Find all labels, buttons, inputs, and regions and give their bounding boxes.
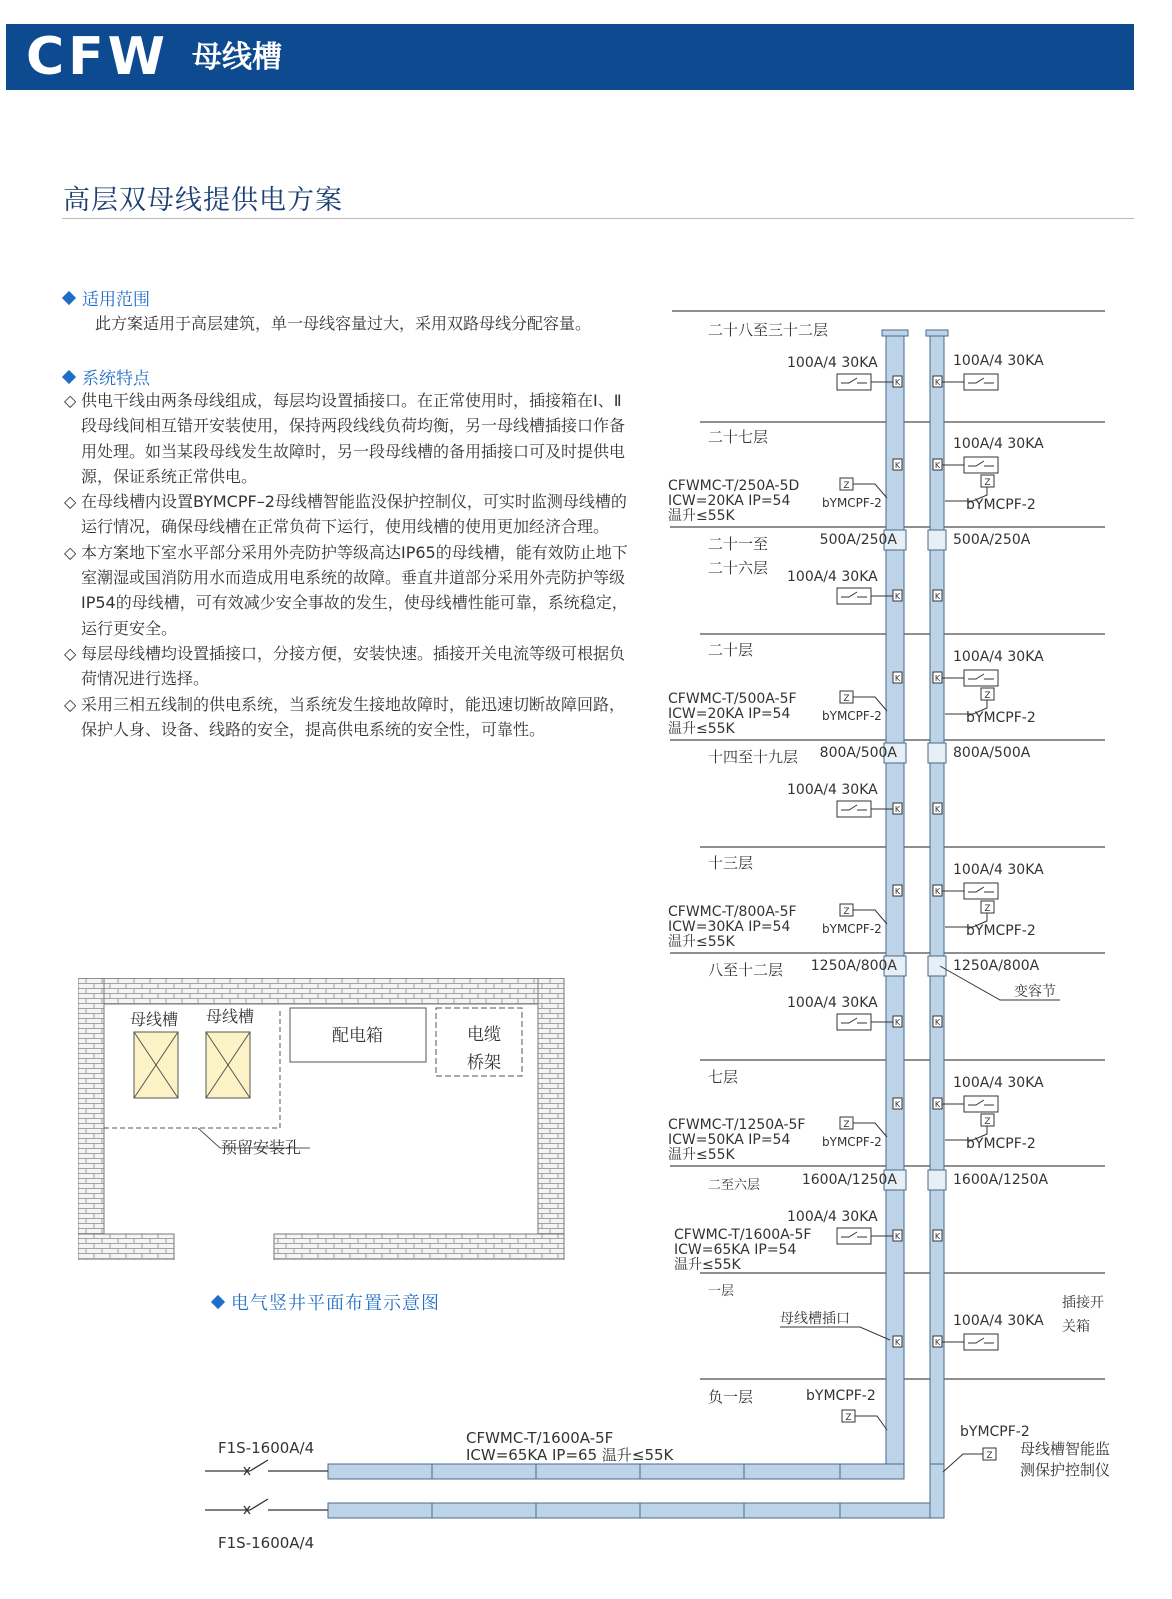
reducer-joint-icon (928, 743, 946, 763)
plug-switch-box-right (964, 457, 998, 473)
plug-port-mark: K (934, 1018, 941, 1027)
floor-label: 七层 (708, 1068, 739, 1086)
busbar-spec-temp: 温升≤55K (674, 1257, 741, 1273)
plug-port-mark: K (934, 1100, 941, 1109)
reducer-rating-left: 500A/250A (819, 532, 897, 548)
monitor-z-mark: Z (984, 1117, 991, 1127)
reducer-rating-right: 500A/250A (953, 532, 1031, 548)
monitor-z-mark: Z (986, 1451, 993, 1461)
plug-port-mark: K (894, 1338, 901, 1347)
switch-rating-left: 100A/4 30KA (787, 782, 878, 798)
monitor-z-mark: Z (843, 1120, 850, 1130)
busbar-riser-1 (886, 334, 904, 1464)
plug-switch-box-left (837, 801, 871, 817)
busbar-label-2: 母线槽 (206, 1007, 255, 1026)
plug-switch-label: 关箱 (1062, 1319, 1090, 1335)
riser-1-cap (882, 330, 908, 336)
monitor-label-right: bYMCPF-2 (966, 497, 1036, 513)
breakers (205, 1460, 328, 1514)
reducer-rating-left: 1600A/1250A (801, 1172, 897, 1188)
monitor-label-right: bYMCPF-2 (966, 710, 1036, 726)
features-heading-text: 系统特点 (82, 369, 150, 389)
cable-tray-label-1: 电缆 (467, 1025, 501, 1045)
plug-port-mark: K (894, 805, 901, 814)
monitor-leader (855, 1416, 887, 1430)
plug-switch-box-right (964, 1334, 998, 1350)
monitor-description: 母线槽智能监 (1020, 1440, 1111, 1458)
plug-port-mark: K (894, 461, 901, 470)
monitor-description: 测保护控制仪 (1020, 1461, 1111, 1479)
reducer-joint-icon (928, 956, 946, 976)
switch-rating-right: 100A/4 30KA (953, 353, 1044, 369)
reducer-label: 变容节 (1014, 984, 1056, 1000)
busbar-spec-model: CFWMC-T/250A-5D (668, 478, 800, 494)
busbar-spec-temp: 温升≤55K (668, 1147, 735, 1163)
busbar-spec-icw: ICW=30KA IP=54 (668, 919, 791, 935)
plug-port-mark: K (894, 1100, 901, 1109)
busbar-spec-temp: 温升≤55K (668, 508, 735, 524)
plug-switch-box-right (964, 883, 998, 899)
busbar-spec-icw: ICW=20KA IP=54 (668, 706, 791, 722)
plug-switch-box-left (837, 1228, 871, 1244)
monitor-label-left: bYMCPF-2 (822, 496, 882, 510)
reducer-rating-right: 800A/500A (953, 745, 1031, 761)
switch-rating-left: 100A/4 30KA (787, 1209, 878, 1225)
monitor-label-right: bYMCPF-2 (966, 923, 1036, 939)
switch-rating-left: 100A/4 30KA (787, 569, 878, 585)
plug-port-mark: K (894, 887, 901, 896)
floor-label: 十四至十九层 (708, 748, 799, 766)
busbar-spec-model: CFWMC-T/500A-5F (668, 691, 797, 707)
busbar-riser-2 (930, 334, 944, 1464)
monitor-leader (943, 1454, 983, 1472)
breaker-label-2: F1S-1600A/4 (218, 1534, 315, 1552)
floor-label: 二十层 (708, 641, 754, 659)
header-subtitle: 母线槽 (192, 40, 282, 75)
busbar-spec-model: CFWMC-T/800A-5F (668, 904, 797, 920)
distribution-box-label: 配电箱 (332, 1026, 383, 1046)
reducer-joint-icon (928, 530, 946, 550)
feature-item: ◇ 在母线槽内设置BYMCPF–2母线槽智能监没保护控制仪，可实时监测母线槽的运行情况，确保母线槽在正常负荷下运行，使用线槽的使用更加经济合理。 (64, 489, 634, 540)
switch-rating-right: 100A/4 30KA (953, 1313, 1044, 1329)
busbar-horizontal-2 (328, 1503, 944, 1518)
busbar-spec-icw: ICW=50KA IP=54 (668, 1132, 791, 1148)
plug-port-mark: K (934, 378, 941, 387)
floor-label: 十三层 (708, 854, 754, 872)
plug-port-mark: K (894, 592, 901, 601)
plug-port-mark: K (934, 461, 941, 470)
reserved-hole-label: 预留安装孔 (221, 1138, 302, 1157)
horizontal-busbar-model: CFWMC-T/1600A-5F (466, 1429, 614, 1447)
plug-port-mark: K (934, 887, 941, 896)
plug-switch-box-left (837, 374, 871, 390)
reducer-rating-left: 800A/500A (819, 745, 897, 761)
monitor-label-left: bYMCPF-2 (822, 1135, 882, 1149)
plug-port-mark: K (894, 378, 901, 387)
scope-heading-text: 适用范围 (82, 290, 150, 310)
plug-port-mark: K (934, 592, 941, 601)
busbar-elbow-2 (930, 1464, 944, 1518)
plug-switch-box-right (964, 670, 998, 686)
feature-item: ◇ 供电干线由两条母线组成，每层均设置插接口。在正常使用时，插接箱在Ⅰ、Ⅱ段母线间相互错开安装使用，保持两段线线负荷均衡，另一母线槽插接口作备用处理。如当某段母线发生故障时，另一段母线槽的备用插接口可及时提供电源，保证系统正常供电。 (64, 388, 634, 489)
plug-port-mark: K (934, 1338, 941, 1347)
busbar-label-1: 母线槽 (130, 1010, 179, 1029)
basement-monitor-label-left: bYMCPF-2 (806, 1388, 876, 1404)
monitor-label-left: bYMCPF-2 (822, 709, 882, 723)
switch-rating-left: 100A/4 30KA (787, 995, 878, 1011)
basement-monitor-label-right: bYMCPF-2 (960, 1424, 1030, 1440)
plug-switch-box-left (837, 588, 871, 604)
busbar-horizontal-1 (328, 1464, 904, 1479)
floor-label: 二至六层 (708, 1178, 761, 1193)
plug-port-label: 母线槽插口 (780, 1311, 850, 1327)
switch-rating-right: 100A/4 30KA (953, 436, 1044, 452)
plug-port-mark: K (894, 1018, 901, 1027)
feature-item: ◇ 采用三相五线制的供电系统，当系统发生接地故障时，能迅速切断故障回路，保护人身、设备、线路的安全，提高供电系统的安全性，可靠性。 (64, 692, 634, 743)
monitor-label-left: bYMCPF-2 (822, 922, 882, 936)
floor-label: 二十一至 (708, 535, 769, 553)
reducer-rating-left: 1250A/800A (810, 958, 897, 974)
monitor-z-mark: Z (845, 1413, 852, 1423)
busbar-spec-model: CFWMC-T/1250A-5F (668, 1117, 806, 1133)
switch-rating-right: 100A/4 30KA (953, 1075, 1044, 1091)
switch-rating-right: 100A/4 30KA (953, 862, 1044, 878)
cable-tray-label-2: 桥架 (467, 1053, 501, 1073)
brand-logo: CFW (26, 27, 170, 87)
scope-text: 此方案适用于高层建筑，单一母线容量过大，采用双路母线分配容量。 (95, 314, 592, 333)
feature-item: ◇ 每层母线槽均设置插接口，分接方便，安装快速。插接开关电流等级可根据负荷情况进行选择。 (64, 641, 634, 692)
monitor-z-mark: Z (984, 691, 991, 701)
plug-switch-box-left (837, 1014, 871, 1030)
plug-port-mark: K (894, 1232, 901, 1241)
reducer-joint-icon (928, 1170, 946, 1190)
switch-rating-right: 100A/4 30KA (953, 649, 1044, 665)
riser-components (218, 321, 1110, 1552)
monitor-z-mark: Z (843, 907, 850, 917)
floor-label: 一层 (708, 1284, 735, 1299)
section-title: 高层双母线提供电方案 (63, 185, 343, 216)
busbar-spec-icw: ICW=20KA IP=54 (668, 493, 791, 509)
busbar-spec-icw: ICW=65KA IP=54 (674, 1242, 797, 1258)
floor-plan-caption-text: 电气竖井平面布置示意图 (231, 1293, 440, 1314)
feature-item: ◇ 本方案地下室水平部分采用外壳防护等级高达IP65的母线槽，能有效防止地下室潮湿或国消防用水而造成用电系统的故障。垂直井道部分采用外壳防护等级IP54的母线槽，可有效减少安全事故的发生，使母线槽性能可靠，系统稳定，运行更安全。 (64, 540, 634, 641)
floor-label: 八至十二层 (708, 961, 784, 979)
horizontal-busbar-spec: ICW=65KA IP=65 温升≤55K (466, 1446, 674, 1464)
plug-port-mark: K (894, 674, 901, 683)
plug-switch-box-right (964, 374, 998, 390)
plug-port-mark: K (934, 805, 941, 814)
plug-switch-box-right (964, 1096, 998, 1112)
plug-port-mark: K (934, 674, 941, 683)
plug-switch-label: 插接开 (1062, 1295, 1104, 1311)
floor-label: 二十七层 (708, 428, 769, 446)
monitor-z-mark: Z (843, 694, 850, 704)
floor-label: 二十八至三十二层 (708, 321, 829, 339)
floor-label: 二十六层 (708, 559, 769, 577)
switch-rating-left: 100A/4 30KA (787, 355, 878, 371)
monitor-label-right: bYMCPF-2 (966, 1136, 1036, 1152)
monitor-z-mark: Z (843, 481, 850, 491)
breaker-label-1: F1S-1600A/4 (218, 1439, 315, 1457)
reducer-rating-right: 1250A/800A (953, 958, 1040, 974)
busbar-spec-model: CFWMC-T/1600A-5F (674, 1227, 812, 1243)
reducer-rating-right: 1600A/1250A (953, 1172, 1049, 1188)
busbar-spec-temp: 温升≤55K (668, 721, 735, 737)
floor-label: 负一层 (708, 1388, 754, 1406)
monitor-z-mark: Z (984, 478, 991, 488)
busbar-spec-temp: 温升≤55K (668, 934, 735, 950)
plug-port-leader (780, 1327, 890, 1340)
plug-port-mark: K (934, 1232, 941, 1241)
riser-2-cap (926, 330, 948, 336)
monitor-z-mark: Z (984, 904, 991, 914)
